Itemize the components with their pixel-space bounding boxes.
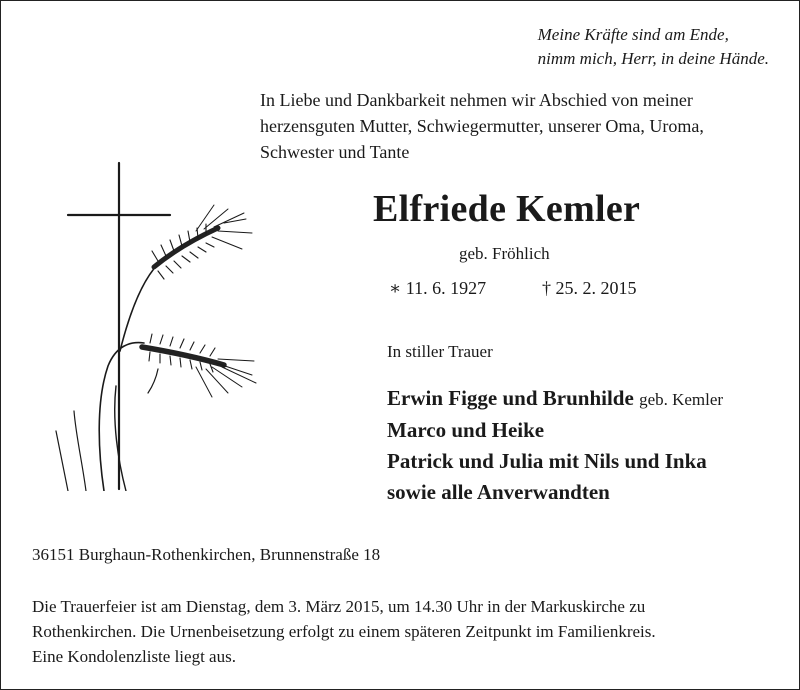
mourner-line: Patrick und Julia mit Nils und Inka bbox=[387, 449, 707, 473]
intro-line: herzensguten Mutter, Schwiegermutter, unserer Oma, Uroma, bbox=[260, 116, 704, 136]
intro-line: Schwester und Tante bbox=[260, 142, 410, 162]
birth-date: ∗ 11. 6. 1927 bbox=[389, 278, 487, 298]
death-date: † 25. 2. 2015 bbox=[542, 278, 637, 298]
mourner-line bbox=[387, 383, 723, 415]
cross-with-wheat-icon bbox=[46, 161, 266, 491]
ceremony-line: Rothenkirchen. Die Urnenbeisetzung erfolgt zu einem späteren Zeitpunkt im Familienkreis. bbox=[32, 622, 656, 641]
mourners-list bbox=[387, 383, 723, 508]
ceremony-line: Die Trauerfeier ist am Dienstag, dem 3. März 2015, um 14.30 Uhr in der Markuskirche zu bbox=[32, 597, 646, 616]
motto-verse bbox=[538, 23, 769, 71]
birth-name: geb. Fröhlich bbox=[459, 244, 550, 263]
mourning-label: In stiller Trauer bbox=[387, 342, 493, 361]
deceased-name: Elfriede Kemler bbox=[373, 188, 641, 230]
ceremony-line: Eine Kondolenzliste liegt aus. bbox=[32, 647, 236, 666]
family-address: 36151 Burghaun-Rothenkirchen, Brunnenstraße 18 bbox=[32, 545, 381, 564]
mourner-line: Marco und Heike bbox=[387, 418, 545, 442]
motto-line: nimm mich, Herr, in deine Hände. bbox=[537, 49, 769, 68]
motto-line: Meine Kräfte sind am Ende, bbox=[537, 25, 729, 44]
life-dates bbox=[389, 278, 637, 299]
mourner-line: sowie alle Anverwandten bbox=[387, 480, 610, 504]
intro-line: In Liebe und Dankbarkeit nehmen wir Abschied von meiner bbox=[260, 90, 693, 110]
intro-text bbox=[260, 87, 780, 165]
mourner-names: Erwin Figge und Brunhilde bbox=[387, 386, 634, 410]
ceremony-info bbox=[32, 594, 782, 669]
mourner-birth-name: geb. Kemler bbox=[639, 390, 724, 409]
